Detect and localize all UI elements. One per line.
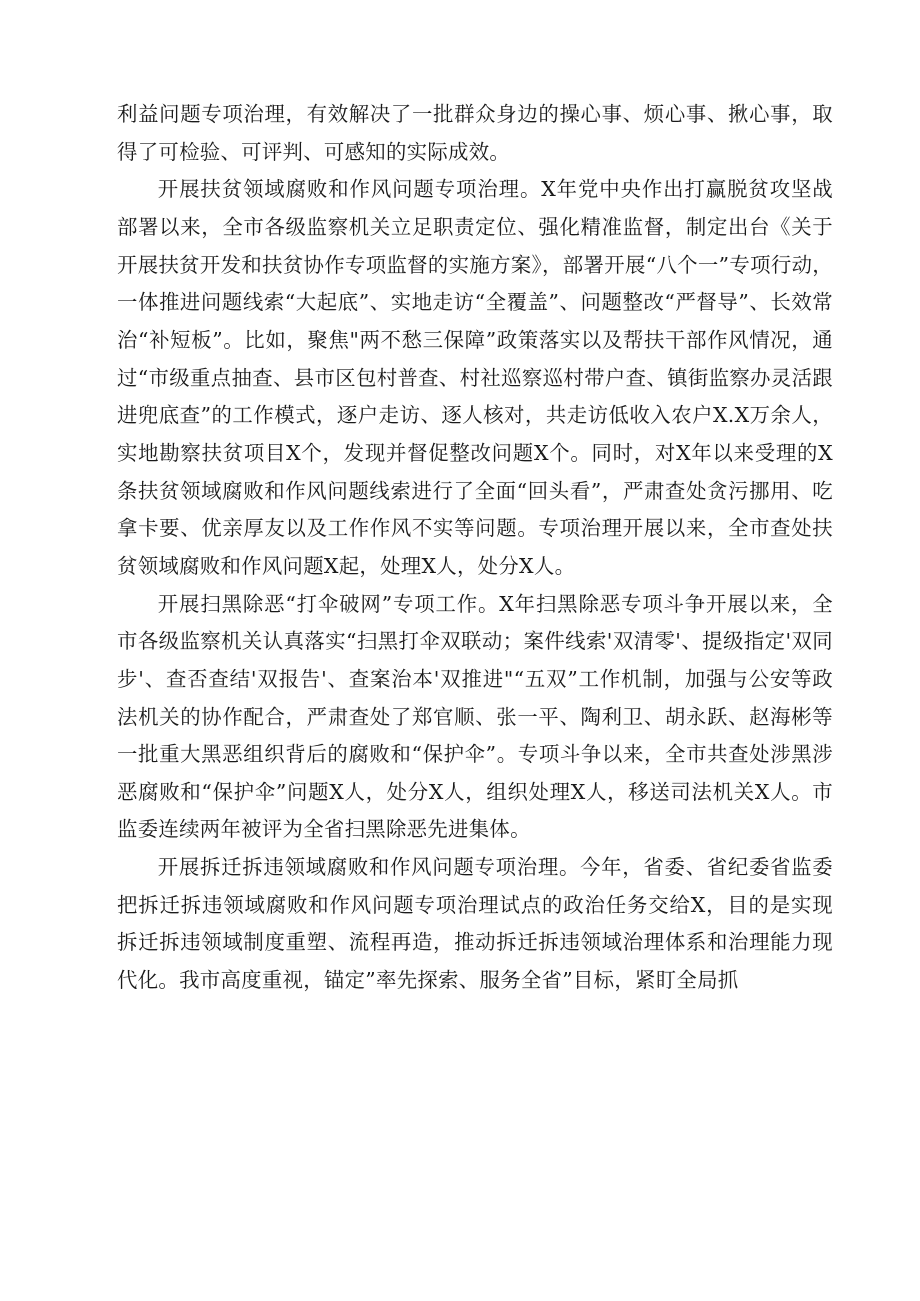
paragraph-anti-gang: 开展扫黑除恶“打伞破网”专项工作。X年扫黑除恶专项斗争开展以来，全市各级监察机关认真落实“扫黑打伞双联动；案件线索'双清零'、提级指定'双同步'、查否查结'双报告'、查案治本'双推进"“五双”工作机制，加强与公安等政法机关的协作配合，严肃查处了郑官顺、张一平、陶利卫、胡永跃、赵海彬等一批重大黑恶组织背后的腐败和“保护伞”。专项斗争以来，全市共查处涉黑涉恶腐败和“保护伞”问题X人，处分X人，组织处理X人，移送司法机关X人。市监委连续两年被评为全省扫黑除恶先进集体。 xyxy=(117,591,833,842)
paragraph-demolition: 开展拆迁拆违领域腐败和作风问题专项治理。今年，省委、省纪委省监委把拆迁拆违领域腐败和作风问题专项治理试点的政治任务交给X，目的是实现拆迁拆违领域制度重塑、流程再造，推动拆迁拆违领域治理体系和治理能力现代化。我市高度重视，锚定”率先探索、服务全省”目标，紧盯全局抓 xyxy=(117,855,833,993)
paragraph-continuation: 利益问题专项治理，有效解决了一批群众身边的操心事、烦心事、揪心事，取得了可检验、可评判、可感知的实际成效。 xyxy=(117,102,833,164)
document-body xyxy=(117,96,833,1000)
paragraph-poverty-alleviation: 开展扶贫领域腐败和作风问题专项治理。X年党中央作出打赢脱贫攻坚战部署以来，全市各级监察机关立足职责定位、强化精准监督，制定出台《关于开展扶贫开发和扶贫协作专项监督的实施方案》，部署开展“八个一”专项行动，一体推进问题线索“大起底”、实地走访“全覆盖”、问题整改“严督导”、长效常治“补短板”。比如，聚焦"两不愁三保障”政策落实以及帮扶干部作风情况，通过“市级重点抽查、县市区包村普查、村社巡察巡村带户查、镇街监察办灵活跟进兜底查”的工作模式，逐户走访、逐人核对，共走访低收入农户X.X万余人，实地勘察扶贫项目X个，发现并督促整改问题X个。同时，对X年以来受理的X条扶贫领域腐败和作风问题线索进行了全面“回头看”，严肃查处贪污挪用、吃拿卡要、优亲厚友以及工作作风不实等问题。专项治理开展以来，全市查处扶贫领域腐败和作风问题X起，处理X人，处分X人。 xyxy=(117,177,833,578)
